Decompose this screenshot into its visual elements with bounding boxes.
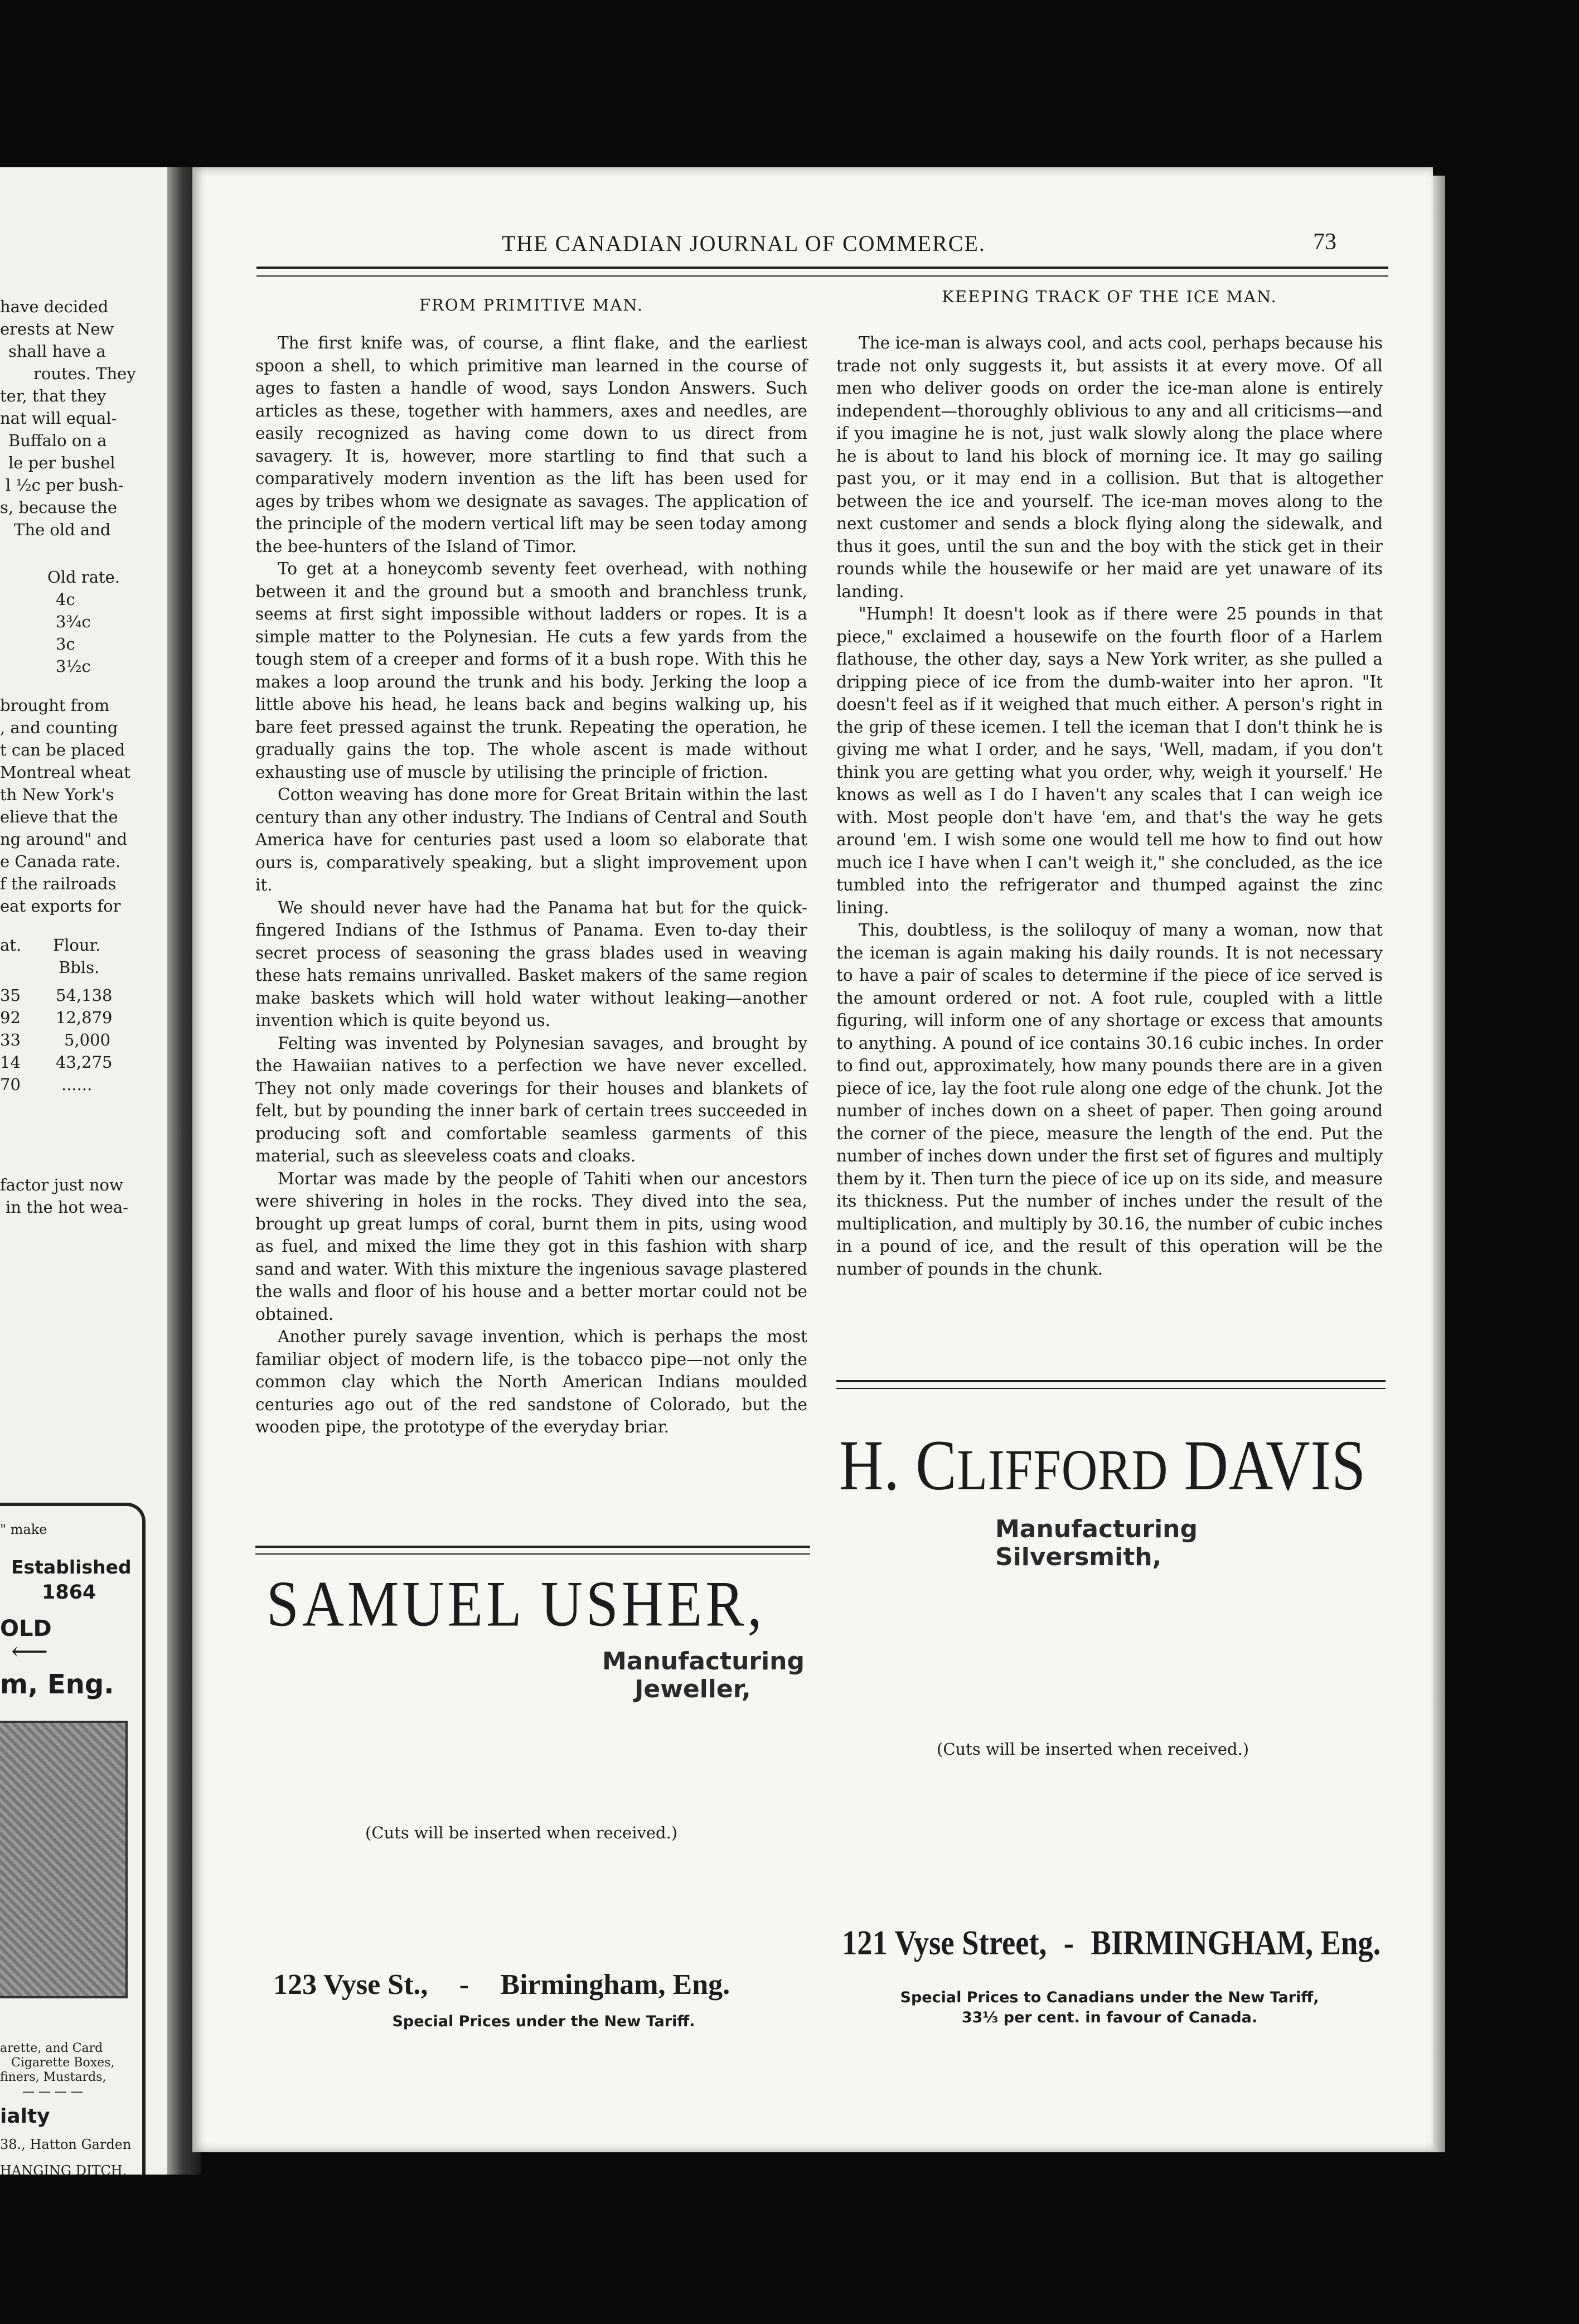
- usher-ad-special: Special Prices under the New Tariff.: [392, 2013, 695, 2030]
- article-paragraph: The ice-man is always cool, and acts cool, perhaps because his trade not only suggests it, but assists it at every move. Of all men who deliver goods on order the ice-man alone is entirely independent—thoroughly oblivious to any and all criticisms—and if you imagine he is not, just walk slowly along the place where he is about to land his block of morning ice. It may go sailing past you, or it may end in a collision. But that is altogether between the ice and yourself. The ice-man moves along to the next customer and sends a block flying along the sidewalk, and thus it goes, until the sun and the boy with the stick get in their rounds while the housewife or her maid are yet unaware of its landing.: [836, 333, 1383, 601]
- ad-year: 1864: [42, 1581, 96, 1604]
- davis-ad-name: [839, 1425, 1366, 1507]
- left-page-line: e Canada rate.: [0, 852, 121, 871]
- davis-ad-cuts-note: (Cuts will be inserted when received.): [937, 1740, 1249, 1759]
- left-page-advertisement: [0, 1503, 146, 2175]
- left-page-line: at.: [0, 936, 22, 955]
- left-page-line: 12,879: [56, 1008, 113, 1027]
- previous-page-edge: [0, 167, 167, 2175]
- page-edge: [1433, 176, 1445, 2152]
- usher-ad-dash: -: [459, 1969, 469, 2001]
- left-page-line: Old rate.: [47, 568, 120, 587]
- left-page-line: 3½c: [56, 657, 91, 676]
- ad-engraving-image: [0, 1721, 128, 1998]
- usher-ad-city: Birmingham, Eng.: [500, 1969, 730, 2001]
- article-heading: KEEPING TRACK OF THE ICE MAN.: [942, 287, 1277, 306]
- davis-ad-trade-line: Manufacturing: [995, 1515, 1198, 1543]
- left-page-line: 33: [0, 1030, 21, 1049]
- left-page-line: f the railroads: [0, 874, 117, 893]
- page-number: 73: [1313, 229, 1336, 255]
- ad-desc-2: Cigarette Boxes,: [11, 2056, 115, 2070]
- left-page-line: ng around" and: [0, 830, 128, 849]
- usher-ad-name: SAMUEL USHER,: [267, 1568, 766, 1640]
- left-page-line: Flour.: [53, 936, 101, 955]
- left-page-line: 35: [0, 986, 21, 1005]
- left-page-line: l ½c per bush-: [6, 476, 124, 495]
- left-page-line: shall have a: [8, 342, 106, 361]
- left-page-line: 43,275: [56, 1053, 113, 1072]
- left-page-line: elieve that the: [0, 807, 118, 826]
- ad-desc-3: finers, Mustards,: [0, 2070, 106, 2084]
- usher-ad-trade: [602, 1648, 805, 1703]
- ad-established: Established: [11, 1556, 132, 1578]
- left-page-line: t can be placed: [0, 740, 125, 759]
- left-page-line: in the hot wea-: [6, 1198, 128, 1217]
- article-paragraph: Mortar was made by the people of Tahiti when our ancestors were shivering in holes in the rocks. They dived into the sea, brought up great lumps of coral, burnt them in pits, using wood as fuel, and mixed the lime they got in this fashion with sharp sand and water. With this mixture the ingenious savage plastered the walls and floor of his house and a better mortar could not be obtained.: [255, 1169, 807, 1324]
- left-page-line: s, because the: [0, 498, 118, 517]
- article-paragraph: The first knife was, of course, a flint flake, and the earliest spoon a shell, to which primitive man learned in the course of ages to fasten a handle of wood, says London Answers. Such articles as these, together with hammers, axes and needles, are easily recognized as having come down to us direct from savagery. It is, however, more startling to find that such a comparatively modern invention as the lift has been used for ages by tribes whom we designate as savages. The application of the principle of the modern vertical lift may be seen today among the bee-hunters of the Island of Timor.: [255, 333, 807, 556]
- ad-make-line: " make: [0, 1522, 47, 1537]
- ad-specialty: ialty: [0, 2105, 50, 2128]
- left-page-line: 4c: [56, 590, 75, 609]
- article-paragraph: "Humph! It doesn't look as if there were 25 pounds in that piece," exclaimed a housewife on the fourth floor of a Harlem flathouse, the other day, says a New York writer, as she pulled a dripping piece of ice from the dumb-waiter into her apron. "It doesn't feel as if it weighed that much either. A person's right in the grip of these icemen. I tell the iceman that I don't think he is giving me what I order, and he says, 'Well, madam, if you don't think you are getting what you order, why, weigh it yourself.' He knows as well as I do I haven't any scales that I can weigh ice with. Most people don't have 'em, and that's the way he gets around 'em. I wish some one would tell me how to find out how much ice I have when I can't weigh it," she concluded, as the ice tumbled into the refrigerator and thumped against the zinc lining.: [836, 604, 1383, 917]
- article-body: [255, 332, 807, 1439]
- davis-ad-name-davis: DAVIS: [1168, 1426, 1367, 1505]
- left-page-line: Buffalo on a: [8, 431, 107, 450]
- davis-ad-trade-line: Silversmith,: [995, 1543, 1162, 1571]
- left-page-line: 70: [0, 1075, 21, 1094]
- ad-ditch: HANGING DITCH.: [0, 2163, 127, 2175]
- ad-old: OLD: [0, 1616, 52, 1642]
- davis-ad-city: BIRMINGHAM, Eng.: [1091, 1924, 1381, 1962]
- left-page-line: nat will equal-: [0, 409, 117, 428]
- davis-ad-address: [842, 1924, 1381, 1963]
- article-paragraph: Felting was invented by Polynesian savages, and brought by the Hawaiian natives to a perfection we have never excelled. They not only made coverings for their houses and blankets of felt, but by pounding the inner bark of certain trees succeeded in producing soft and comfortable seamless garments of this material, such as sleeveless coats and cloaks.: [255, 1033, 807, 1165]
- left-page-line: ......: [61, 1075, 93, 1094]
- left-page-line: 3¾c: [56, 612, 91, 631]
- davis-ad-name-initial: H. C: [839, 1426, 957, 1505]
- article-paragraph: Another purely savage invention, which is perhaps the most familiar object of modern life, is the tobacco pipe—not only the common clay which the North American Indians moulded centuries ago out of the red sandstone of Colorado, but the wooden pipe, the prototype of the everyday briar.: [255, 1327, 807, 1436]
- header-rule: [256, 267, 1388, 277]
- davis-ad-name-lifford: LIFFORD: [957, 1438, 1169, 1502]
- davis-ad-street: 121 Vyse Street,: [842, 1924, 1047, 1962]
- left-page-line: th New York's: [0, 785, 114, 804]
- left-page-line: le per bushel: [8, 453, 115, 472]
- left-page-line: ter, that they: [0, 386, 106, 405]
- davis-ad-trade: [995, 1516, 1198, 1571]
- article-paragraph: To get at a honeycomb seventy feet overhead, with nothing between it and the ground but a smooth and branchless trunk, seems at first sight impossible without ladders or ropes. It is a simple matter to the Polynesian. He cuts a few yards from the tough stem of a creeper and forms of it a bush rope. With this he makes a loop around the trunk and his body. Jerking the loop a little above his head, he leans back and begins walking up, his bare feet pressed against the trunk. Repeating the operation, he gradually gains the top. The whole ascent is made without exhausting use of muscle by utilising the principle of friction.: [255, 559, 807, 782]
- usher-ad-cuts-note: (Cuts will be inserted when received.): [365, 1823, 678, 1842]
- left-page-line: Montreal wheat: [0, 763, 130, 782]
- left-page-line: have decided: [0, 297, 109, 316]
- ad-divider-rule: [836, 1380, 1386, 1389]
- left-page-line: eat exports for: [0, 897, 121, 916]
- arrow-left-icon: ⟵: [11, 1636, 48, 1666]
- left-page-line: 54,138: [56, 986, 113, 1005]
- ad-dashes: — — — —: [22, 2085, 83, 2099]
- left-page-line: , and counting: [0, 718, 118, 737]
- left-page-line: The old and: [14, 520, 111, 539]
- article-paragraph: This, doubtless, is the soliloquy of many a woman, now that the iceman is again making his daily rounds. It is not necessary to have a pair of scales to determine if the piece of ice served is the amount ordered or not. A foot rule, coupled with a little figuring, will inform one of any shortage or excess that amounts to anything. A pound of ice contains 30.16 cubic inches. In order to find out, approximately, how many pounds there are in a given piece of ice, lay the foot rule along one edge of the chunk. Jot the number of inches down on a sheet of paper. Then going around the corner of the piece, measure the length of the end. Put the number of inches down under the first set of figures and multiply them by it. Then turn the piece of ice up on its side, and measure its thickness. Put the number of inches under the result of the multiplication, and multiply by 30.16, the number of cubic inches in a pound of ice, and the result of this operation will be the number of pounds in the chunk.: [836, 921, 1383, 1279]
- ad-place: m, Eng.: [0, 1669, 114, 1700]
- left-page-line: 92: [0, 1008, 21, 1027]
- article-body: [836, 332, 1383, 1280]
- left-page-line: 3c: [56, 635, 75, 653]
- left-page-line: 14: [0, 1053, 21, 1072]
- left-page-line: brought from: [0, 696, 110, 715]
- left-page-line: Bbls.: [59, 958, 100, 977]
- usher-ad-address: [273, 1968, 730, 2001]
- davis-ad-dash: -: [1063, 1924, 1074, 1962]
- usher-ad-trade-line: Jeweller,: [634, 1675, 751, 1703]
- left-page-line: factor just now: [0, 1175, 123, 1194]
- article-paragraph: We should never have had the Panama hat but for the quick-fingered Indians of the Isthmus of Panama. Even to-day their secret process of seasoning the grass blades used in weaving these hats remains unrivalled. Basket makers of the same region make baskets which will hold water without leaking—another invention which is quite beyond us.: [255, 898, 807, 1030]
- left-page-line: erests at New: [0, 319, 114, 338]
- left-page-line: 5,000: [64, 1030, 111, 1049]
- davis-ad-special-line: Special Prices to Canadians under the New Tariff,: [900, 1989, 1319, 2006]
- article-paragraph: Cotton weaving has done more for Great Britain within the last century than any other industry. The Indians of Central and South America have for centuries past used a loom so elaborate that ours is, comparatively speaking, but a slight improvement upon it.: [255, 785, 807, 894]
- ad-divider-rule: [255, 1546, 810, 1555]
- ad-desc-1: arette, and Card: [0, 2041, 103, 2055]
- left-page-line: routes. They: [33, 364, 136, 383]
- usher-ad-trade-line: Manufacturing: [602, 1647, 805, 1676]
- running-title: THE CANADIAN JOURNAL OF COMMERCE.: [502, 231, 986, 256]
- article-heading: FROM PRIMITIVE MAN.: [419, 296, 644, 314]
- usher-ad-street: 123 Vyse St.,: [273, 1969, 428, 2001]
- ad-address: 38., Hatton Garden: [0, 2137, 132, 2152]
- davis-ad-special-line: 33⅓ per cent. in favour of Canada.: [961, 2009, 1258, 2026]
- davis-ad-special: [836, 1988, 1383, 2028]
